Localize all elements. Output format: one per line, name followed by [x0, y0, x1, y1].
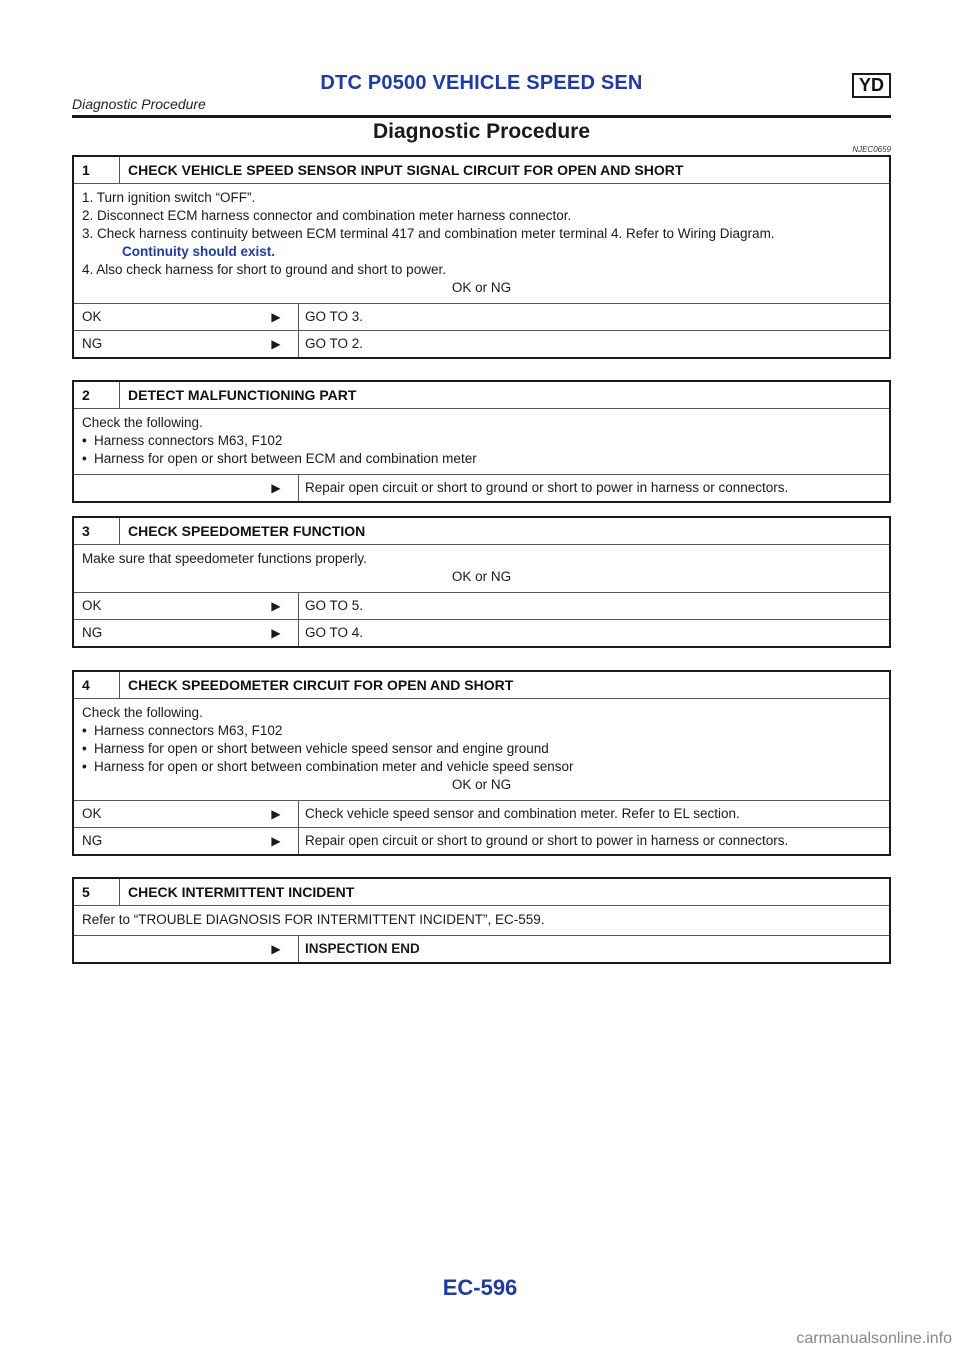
result-label: OK	[82, 598, 102, 613]
arrow-right-icon: ▶	[271, 626, 281, 640]
result-action: GO TO 5.	[298, 593, 889, 619]
result-action: INSPECTION END	[298, 936, 889, 962]
step-title: CHECK VEHICLE SPEED SENSOR INPUT SIGNAL CIRCUIT FOR OPEN AND SHORT	[128, 162, 684, 178]
step-number: 3	[74, 518, 120, 544]
result-label: NG	[82, 336, 103, 351]
result-row	[74, 619, 889, 646]
result-label: NG	[82, 833, 103, 848]
step-body	[74, 409, 889, 474]
result-action: GO TO 3.	[298, 304, 889, 330]
step-title: CHECK SPEEDOMETER FUNCTION	[128, 523, 366, 539]
step-block-4	[72, 670, 891, 856]
ok-or-ng-label: OK or NG	[451, 777, 512, 792]
instruction-line: Make sure that speedometer functions properly.	[82, 551, 367, 566]
step-body	[74, 699, 889, 800]
step-body	[74, 906, 889, 935]
bullet-item: • Harness connectors M63, F102	[82, 722, 881, 740]
result-row	[74, 800, 889, 827]
bullet-item: • Harness connectors M63, F102	[82, 432, 881, 450]
step-title: CHECK INTERMITTENT INCIDENT	[128, 884, 355, 900]
step-header	[74, 382, 889, 409]
bullet-item: • Harness for open or short between ECM and combination meter	[82, 450, 881, 468]
result-label: NG	[82, 625, 103, 640]
step-header	[74, 879, 889, 906]
instruction-line: 2. Disconnect ECM harness connector and combination meter harness connector.	[82, 208, 572, 223]
bullet-item: • Harness for open or short between combination meter and vehicle speed sensor	[82, 758, 881, 776]
result-row	[74, 303, 889, 330]
result-row	[74, 474, 889, 501]
step-block-5	[72, 877, 891, 964]
result-action: Repair open circuit or short to ground or short to power in harness or connectors.	[298, 828, 889, 854]
page-header	[72, 72, 891, 120]
bullet-item: • Harness for open or short between vehicle speed sensor and engine ground	[82, 740, 881, 758]
arrow-right-icon: ▶	[271, 942, 281, 956]
step-block-2	[72, 380, 891, 503]
arrow-right-icon: ▶	[271, 337, 281, 351]
section-heading: Diagnostic Procedure	[372, 120, 591, 143]
watermark: carmanualsonline.info	[796, 1330, 952, 1347]
result-action: GO TO 4.	[298, 620, 889, 646]
header-subtitle: Diagnostic Procedure	[72, 96, 206, 112]
instruction-line: Check the following.	[82, 705, 203, 720]
step-body	[74, 184, 889, 303]
step-header	[74, 672, 889, 699]
arrow-right-icon: ▶	[271, 834, 281, 848]
instruction-line: 1. Turn ignition switch “OFF”.	[82, 190, 256, 205]
step-block-1	[72, 155, 891, 359]
step-title: DETECT MALFUNCTIONING PART	[128, 387, 357, 403]
result-row	[74, 935, 889, 962]
step-number: 2	[74, 382, 120, 408]
section-code: NJEC0659	[852, 145, 891, 154]
result-label: OK	[82, 309, 102, 324]
result-action: GO TO 2.	[298, 331, 889, 357]
arrow-right-icon: ▶	[271, 807, 281, 821]
result-label: OK	[82, 806, 102, 821]
result-row	[74, 592, 889, 619]
step-header	[74, 157, 889, 184]
step-block-3	[72, 516, 891, 648]
ok-or-ng-label: OK or NG	[451, 569, 512, 584]
step-number: 4	[74, 672, 120, 698]
result-row	[74, 827, 889, 854]
header-rule	[72, 115, 891, 118]
step-body	[74, 545, 889, 592]
result-row	[74, 330, 889, 357]
arrow-right-icon: ▶	[271, 481, 281, 495]
result-label	[74, 936, 254, 962]
instruction-line: 3. Check harness continuity between ECM terminal 417 and combination meter terminal 4. Refer to Wiring Diagram.	[82, 226, 775, 241]
instruction-line: Check the following.	[82, 415, 203, 430]
arrow-right-icon: ▶	[271, 310, 281, 324]
engine-badge: YD	[852, 73, 891, 98]
result-action: Check vehicle speed sensor and combination meter. Refer to EL section.	[298, 801, 889, 827]
instruction-line: Refer to “TROUBLE DIAGNOSIS FOR INTERMITTENT INCIDENT”, EC-559.	[82, 912, 545, 927]
instruction-line: 4. Also check harness for short to ground and short to power.	[82, 262, 446, 277]
step-number: 1	[74, 157, 120, 183]
result-label	[74, 475, 254, 501]
ok-or-ng-label: OK or NG	[451, 280, 512, 295]
step-number: 5	[74, 879, 120, 905]
step-title: CHECK SPEEDOMETER CIRCUIT FOR OPEN AND SHORT	[128, 677, 514, 693]
header-title: DTC P0500 VEHICLE SPEED SEN	[320, 72, 643, 94]
page-number: EC-596	[442, 1275, 518, 1300]
result-action: Repair open circuit or short to ground or short to power in harness or connectors.	[298, 475, 889, 501]
step-header	[74, 518, 889, 545]
expected-result: Continuity should exist.	[122, 244, 276, 259]
arrow-right-icon: ▶	[271, 599, 281, 613]
